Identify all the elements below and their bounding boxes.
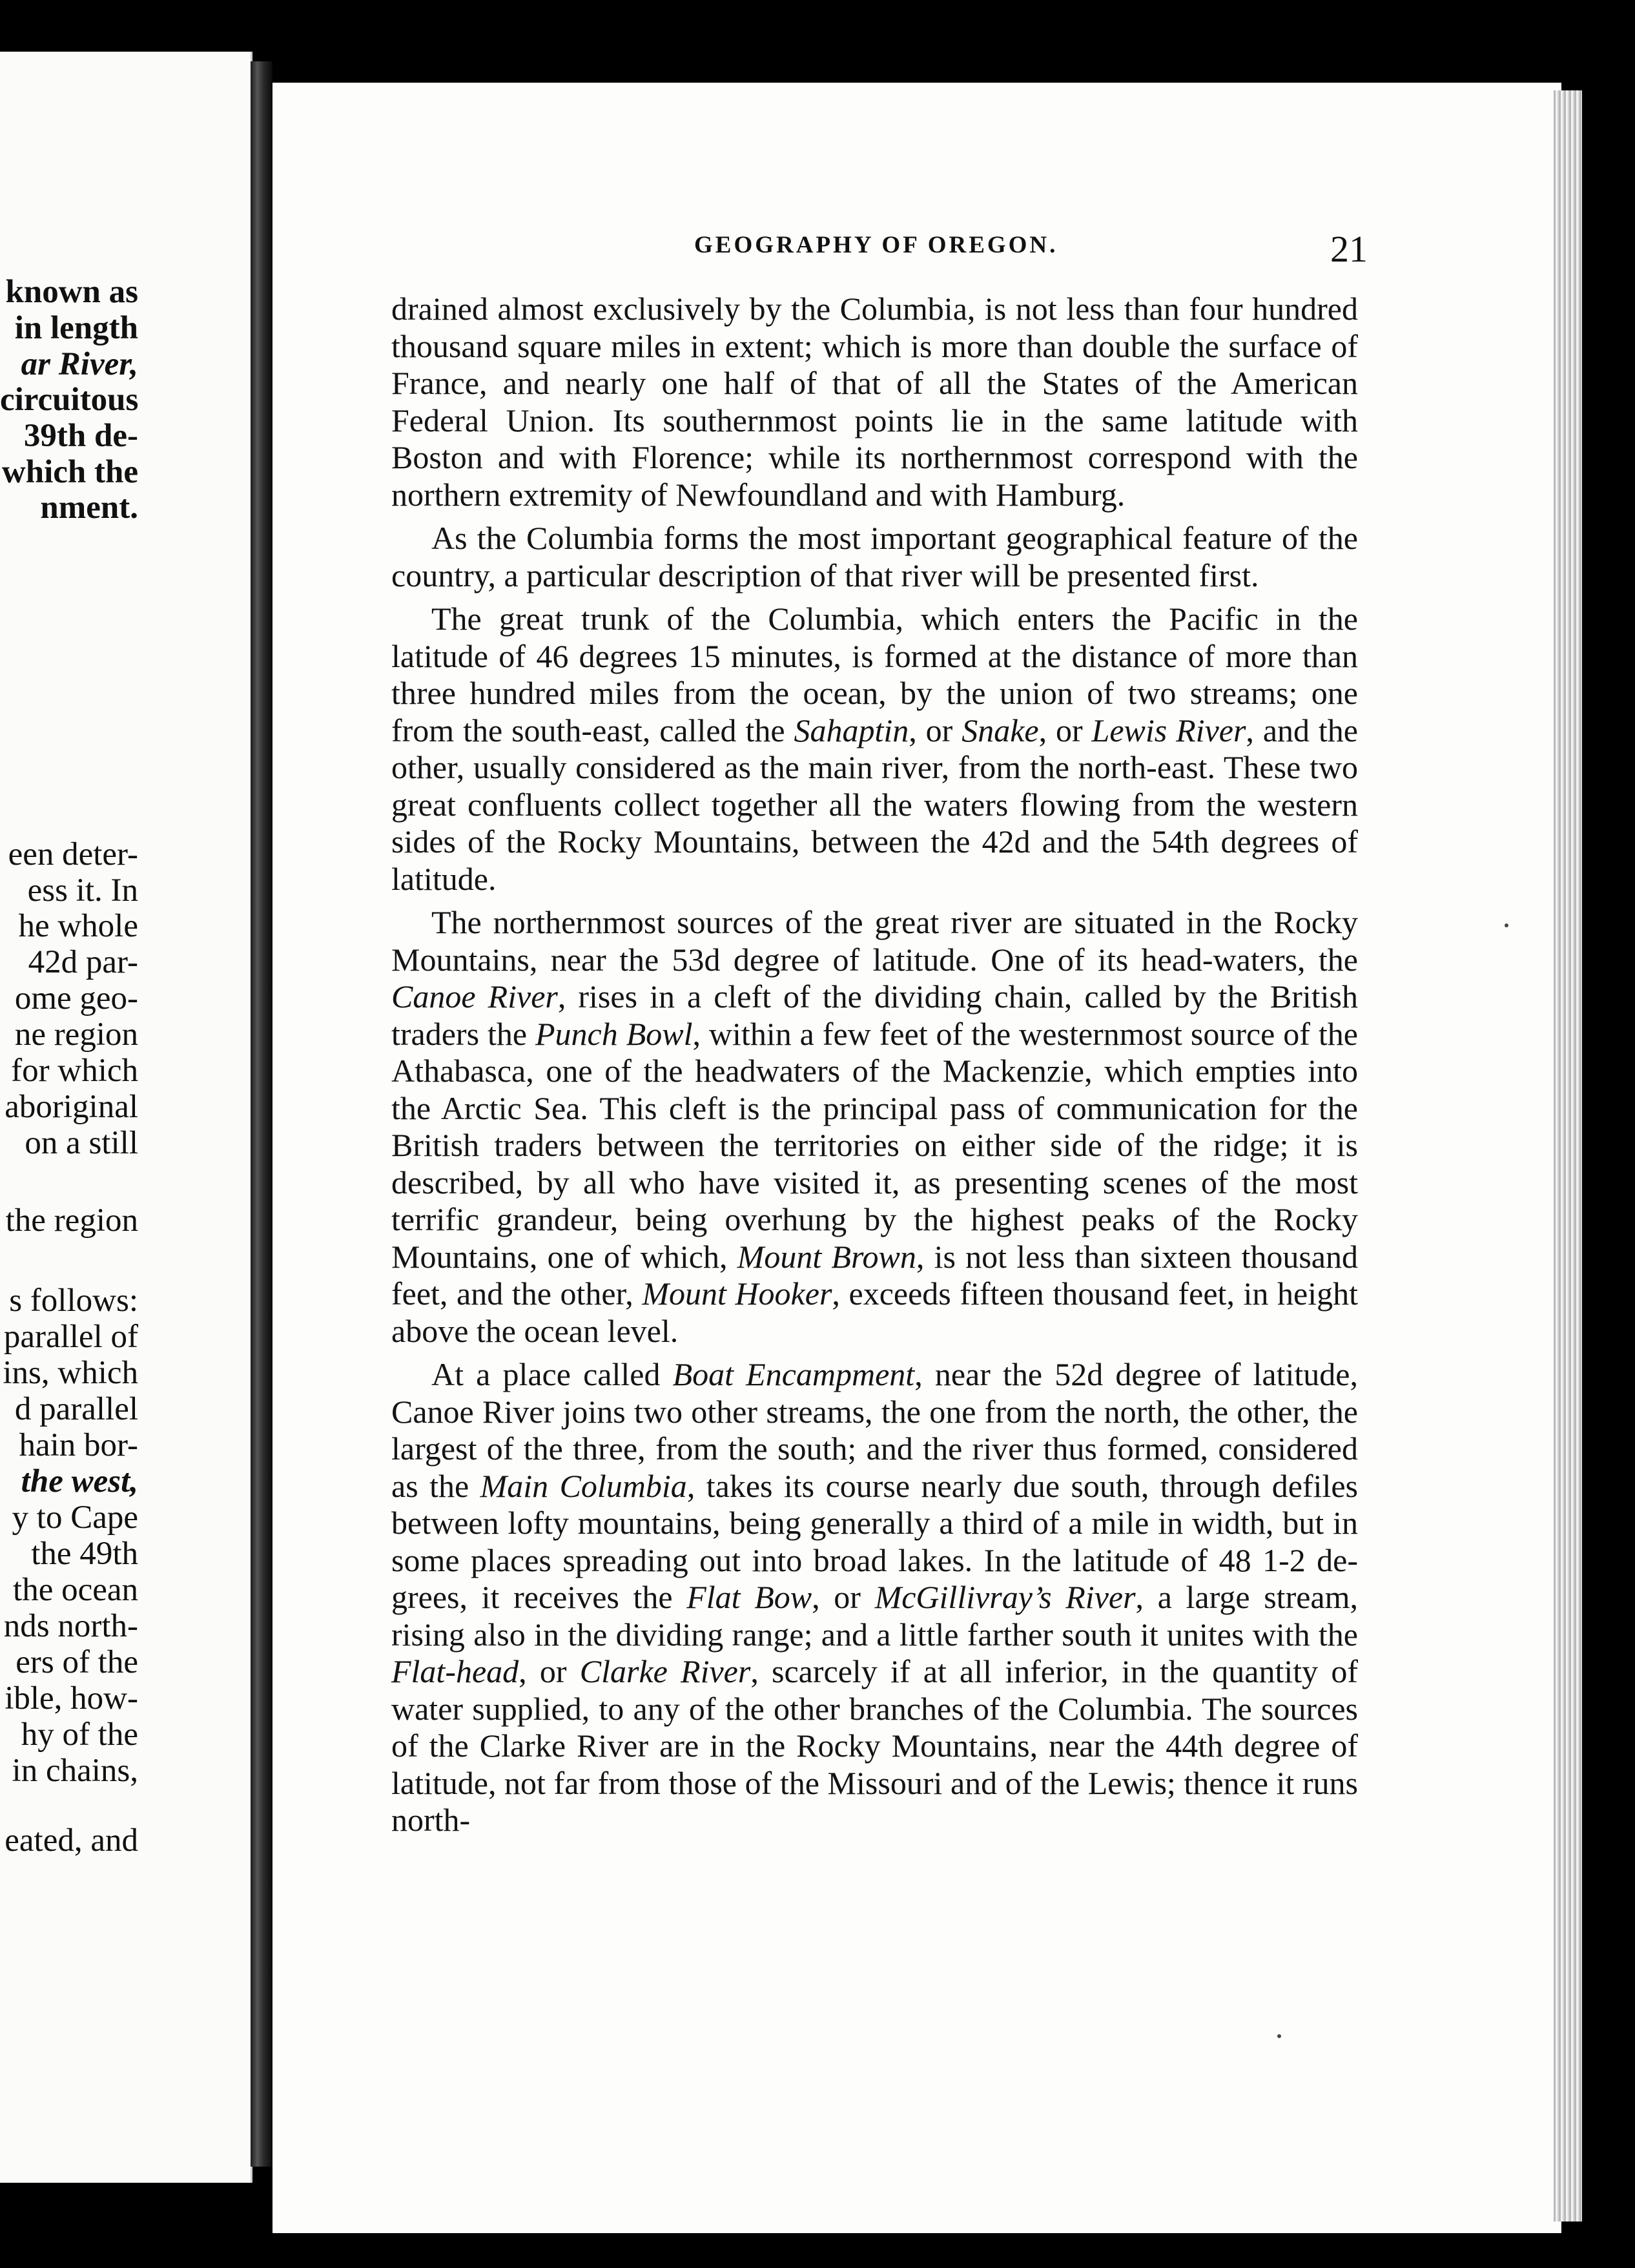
para-1 — [391, 291, 1358, 513]
text-run: , or — [909, 712, 962, 748]
left-page-line: ess it. In — [27, 872, 138, 909]
italic-phrase: Lewis River — [1091, 712, 1246, 748]
left-page-line: parallel of — [3, 1319, 138, 1355]
italic-phrase: Mount Hooker — [642, 1275, 832, 1312]
left-page-line: ne region — [14, 1016, 138, 1053]
left-page-line: ers of the — [15, 1644, 138, 1680]
italic-phrase: Boat Encampment — [672, 1356, 915, 1392]
para-2 — [391, 520, 1358, 594]
left-page-line: known as — [5, 274, 138, 310]
text-run: , or — [519, 1653, 580, 1689]
left-page-line: aboriginal — [5, 1089, 138, 1125]
left-page-line: circuitous — [0, 382, 138, 418]
left-page-line: een deter- — [8, 836, 138, 872]
italic-phrase: Flat Bow — [686, 1579, 812, 1615]
left-page-line: 39th de- — [23, 418, 138, 454]
left-page-line: which the — [1, 454, 138, 490]
left-page-line: the region — [5, 1202, 138, 1239]
left-page-line: nds north- — [3, 1608, 138, 1644]
left-page-line: for which — [11, 1053, 138, 1089]
left-page-line: nment. — [40, 490, 138, 526]
text-run: , a large stream, rising also in the dividing range; and a little farther south it unites with the — [391, 1579, 1358, 1653]
page-edge-stack — [1554, 90, 1582, 2222]
italic-phrase: Clarke River — [579, 1653, 751, 1689]
text-run: drained almost exclusively by the Columbia, is not less than four hundred thousand square miles in extent; which is more than double the surface of France, and nearly one half of that of all the States of the American Federal Union. Its southernmost points lie in the same latitude with Boston and with Florence; while its northernmost correspond with the northern extremity of Newfoundland and with Hamburg. — [391, 291, 1358, 513]
left-page-line: eated, and — [5, 1822, 138, 1859]
text-run: The great trunk of the Columbia, which enters the Pacific in the latitude of 46 degrees 15 minutes, is formed at the distance of more than three hundred miles from the ocean, by the union of two streams; one from the south-east, called the — [391, 601, 1358, 748]
left-page-line: ible, how- — [5, 1680, 138, 1716]
text-run: , or — [812, 1579, 875, 1615]
left-page-line: ar River, — [21, 346, 138, 382]
text-run: , takes its course nearly due south, through defiles between lofty mountains, being generally a third of a mile in width, but in some places spreading out into broad lakes. In the latitude of 48 1-2 degrees, it receives the — [391, 1467, 1358, 1615]
left-page-line: ins, which — [3, 1355, 138, 1391]
left-page-line: on a still — [25, 1125, 138, 1161]
left-page-line: d parallel — [14, 1391, 138, 1427]
text-run: , or — [1038, 712, 1092, 748]
left-page-line: ome geo- — [14, 980, 138, 1016]
italic-phrase: Sahaptin — [794, 712, 909, 748]
italic-phrase: Punch Bowl — [535, 1015, 693, 1052]
italic-phrase: McGillivray’s River — [874, 1579, 1136, 1615]
text-run: , near the 52d degree of latitude, Canoe River joins two other streams, the one from the north, the other, the largest of the three, from the south; and the river thus formed, considered as the — [391, 1356, 1358, 1504]
text-run: , is not less than sixteen thousand feet, and the other, — [391, 1238, 1358, 1312]
text-run: As the Columbia forms the most important geographical feature of the country, a particular description of that river will be presented first. — [391, 520, 1358, 593]
para-3 — [391, 601, 1358, 898]
left-page-line: the west, — [21, 1463, 138, 1500]
text-run: , within a few feet of the westernmost source of the Athabasca, one of the headwaters of the Mackenzie, which empties into the Arctic Sea. This cleft is the principal pass of communication for the British traders between the territories on either side of the ridge; it is described, by all who have visited it, as presenting scenes of the most terrific grandeur, being overhung by the highest peaks of the Rocky Mountains, one of which, — [391, 1015, 1358, 1275]
text-run: , and the other, usually considered as the main river, from the north-east. These two great confluents collect together all the waters flowing from the western sides of the Rocky Mountains, between the 42d and the 54th degrees of latitude. — [391, 712, 1358, 897]
italic-phrase: Main Columbia — [480, 1467, 687, 1504]
text-run: , rises in a cleft of the dividing chain, called by the British traders the — [391, 978, 1358, 1052]
paper-speck — [1505, 923, 1508, 927]
text-run: , exceeds fifteen thousand feet, in height above the ocean level. — [391, 1275, 1358, 1349]
left-page-line: he whole — [18, 908, 138, 944]
running-head: GEOGRAPHY OF OREGON. — [694, 232, 1058, 258]
left-page-line: s follows: — [9, 1283, 138, 1319]
left-facing-page — [0, 52, 252, 2183]
text-run: , scarcely if at all inferior, in the quantity of water supplied, to any of the other branches of the Columbia. The sources of the Clarke River are in the Rocky Mountains, near the 44th degree of latitude, not far from those of the Missouri and of the Lewis; thence it runs north- — [391, 1653, 1358, 1838]
text-run: The northernmost sources of the great river are situated in the Rocky Mountains, near the 53d degree of latitude. One of its head-waters, the — [391, 904, 1358, 978]
left-page-line: hain bor- — [19, 1427, 138, 1463]
left-page-line: the 49th — [31, 1536, 138, 1572]
text-run: At a place called — [431, 1356, 673, 1392]
left-page-line: the ocean — [13, 1572, 138, 1608]
para-5 — [391, 1356, 1358, 1839]
left-page-line: hy of the — [21, 1716, 138, 1753]
page-number: 21 — [1330, 228, 1368, 270]
italic-phrase: Mount Brown — [737, 1238, 916, 1275]
left-page-line: in chains, — [12, 1753, 138, 1789]
italic-phrase: Canoe River — [391, 978, 558, 1015]
para-4 — [391, 904, 1358, 1350]
body-text — [391, 291, 1358, 1950]
italic-phrase: Flat-head — [391, 1653, 519, 1689]
italic-phrase: Snake — [961, 712, 1039, 748]
paper-speck — [1277, 2034, 1281, 2038]
left-page-line: 42d par- — [28, 944, 138, 980]
left-page-line: in length — [14, 310, 138, 346]
left-page-line: y to Cape — [12, 1500, 138, 1536]
book-gutter — [251, 61, 272, 2167]
